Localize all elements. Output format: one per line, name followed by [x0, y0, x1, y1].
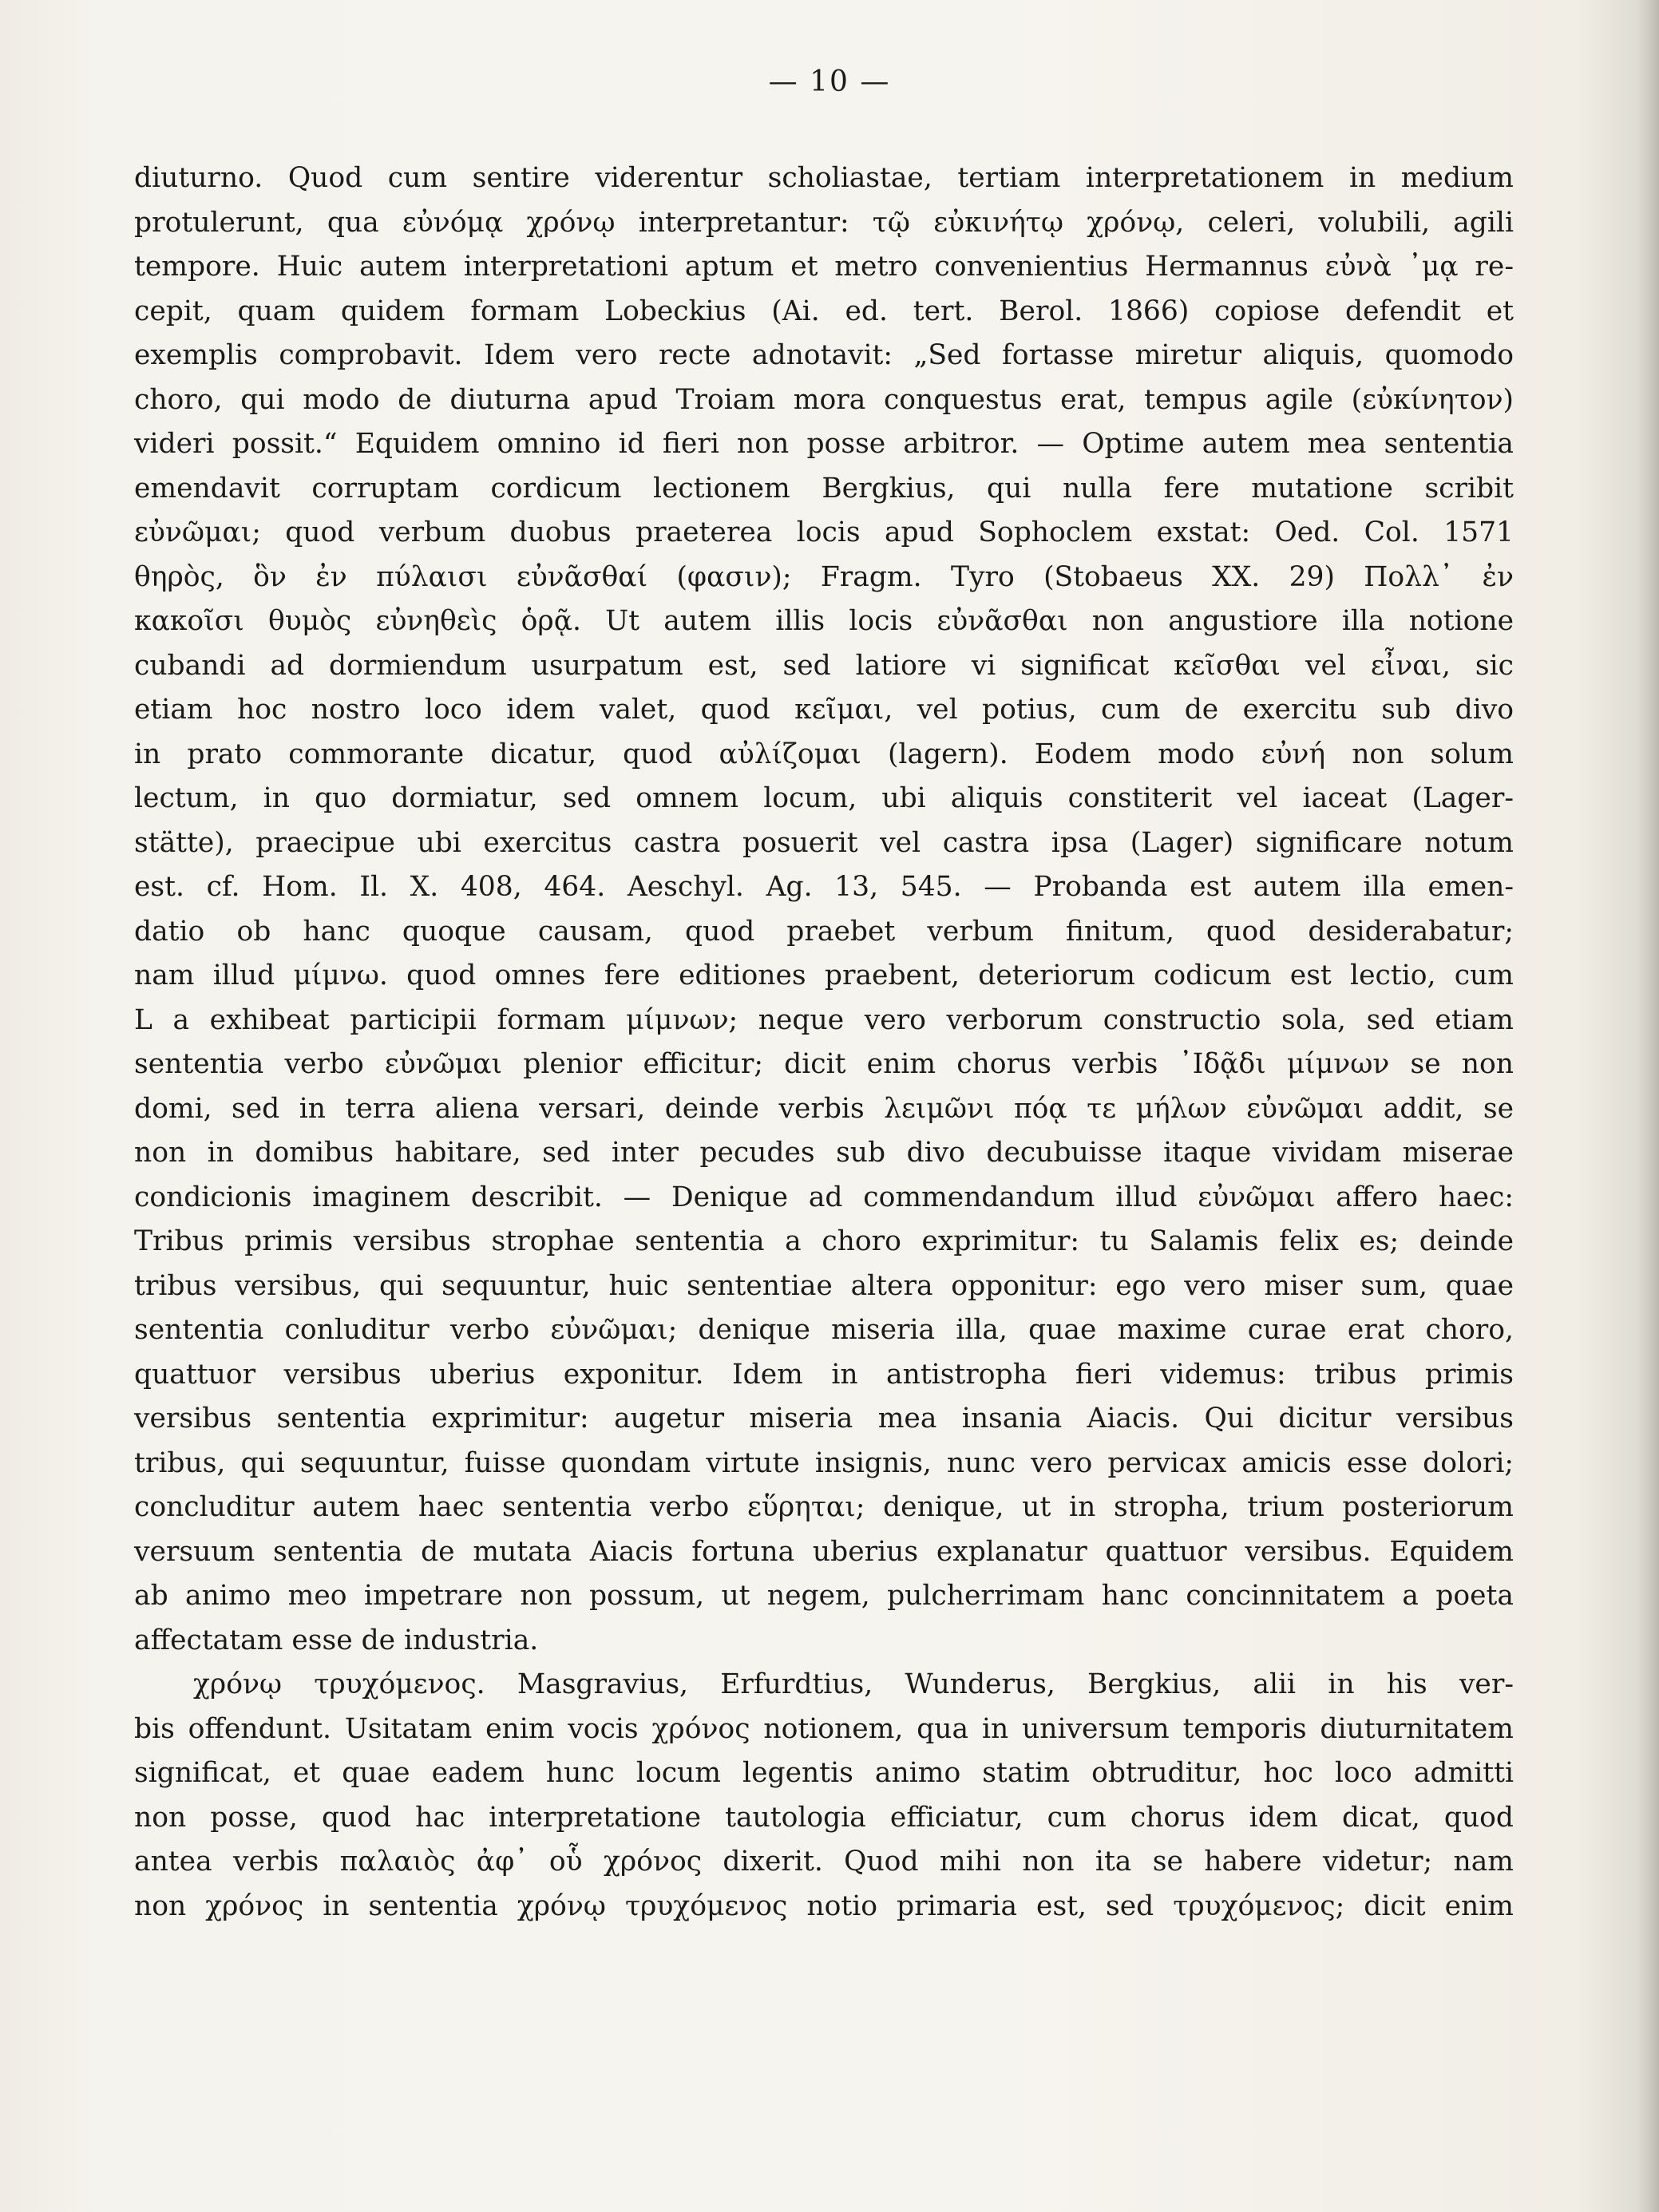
text-line: protulerunt, qua εὐνόμᾳ χρόνῳ interpretantur: τῷ εὐκινήτῳ χρόνῳ, celeri, volubili, agili — [134, 206, 1514, 239]
paragraph-start-line: χρόνῳ τρυχόμενος. Masgravius, Erfurdtius, Wunderus, Bergkius, alii in his ver- — [193, 1668, 1514, 1700]
text-line: in prato commorante dicatur, quod αὐλίζομαι (lagern). Eodem modo εὐνή non solum — [134, 738, 1514, 770]
text-line: sententia verbo εὐνῶμαι plenior efficitur; dicit enim chorus verbis ᾽Ιδᾷδι μίμνων se non — [134, 1048, 1514, 1080]
text-line: diuturno. Quod cum sentire viderentur scholiastae, tertiam interpretationem in medium — [134, 162, 1514, 194]
text-line: L a exhibeat participii formam μίμνων; neque vero verborum constructio sola, sed etiam — [134, 1003, 1514, 1036]
body-text — [134, 156, 1514, 1929]
text-line: θηρὸς, ὃν ἐν πύλαισι εὐνᾶσθαί (φασιν); Fragm. Tyro (Stobaeus XX. 29) Πολλ᾽ ἐν — [134, 560, 1514, 593]
text-line: ab animo meo impetrare non possum, ut negem, pulcherrimam hanc concinnitatem a poeta — [134, 1580, 1514, 1612]
text-line: tempore. Huic autem interpretationi aptum et metro convenientius Hermannus εὐνὰ ᾽μᾳ re- — [134, 251, 1514, 283]
text-line: tribus versibus, qui sequuntur, huic sententiae altera opponitur: ego vero miser sum, quae — [134, 1269, 1514, 1302]
text-line: non χρόνος in sententia χρόνῳ τρυχόμενος notio primaria est, sed τρυχόμενος; dicit enim — [134, 1889, 1514, 1922]
text-line: non posse, quod hac interpretatione tautologia efficiatur, cum chorus idem dicat, quod — [134, 1801, 1514, 1834]
text-line: Tribus primis versibus strophae sententia a choro exprimitur: tu Salamis felix es; deinde — [134, 1225, 1514, 1257]
text-line: nam illud μίμνω. quod omnes fere editiones praebent, deteriorum codicum est lectio, cum — [134, 960, 1514, 991]
text-line: cubandi ad dormiendum usurpatum est, sed latiore vi significat κεῖσθαι vel εἶναι, sic — [134, 649, 1514, 682]
text-line: κακοῖσι θυμὸς εὐνηθεὶς ὁρᾷ. Ut autem illis locis εὐνᾶσθαι non angustiore illa notione — [134, 605, 1514, 637]
text-line: domi, sed in terra aliena versari, deinde verbis λειμῶνι πόᾳ τε μήλων εὐνῶμαι addit, se — [134, 1092, 1514, 1125]
text-line: emendavit corruptam cordicum lectionem Bergkius, qui nulla fere mutatione scribit — [134, 472, 1514, 505]
text-line: exemplis comprobavit. Idem vero recte adnotavit: „Sed fortasse miretur aliquis, quomodo — [134, 339, 1514, 371]
text-line: tribus, qui sequuntur, fuisse quondam virtute insignis, nunc vero pervicax amicis esse dolori; — [134, 1446, 1514, 1479]
page-edge-shadow — [1637, 0, 1659, 2212]
text-line: condicionis imaginem describit. — Denique ad commendandum illud εὐνῶμαι affero haec: — [134, 1181, 1514, 1213]
text-line: εὐνῶμαι; quod verbum duobus praeterea locis apud Sophoclem exstat: Oed. Col. 1571 — [134, 516, 1514, 548]
text-line: bis offendunt. Usitatam enim vocis χρόνος notionem, qua in universum temporis diuturnitatem — [134, 1712, 1514, 1745]
text-line: non in domibus habitare, sed inter pecudes sub divo decubuisse itaque vividam miserae — [134, 1137, 1514, 1169]
text-line: concluditur autem haec sententia verbo εὕρηται; denique, ut in stropha, trium posteriorum — [134, 1491, 1514, 1523]
text-line: significat, et quae eadem hunc locum legentis animo statim obtruditur, hoc loco admitti — [134, 1757, 1514, 1789]
text-line: choro, qui modo de diuturna apud Troiam mora conquestus erat, tempus agile (εὐκίνητον) — [134, 383, 1514, 416]
text-line: antea verbis παλαιὸς ἀφ᾽ οὗ χρόνος dixerit. Quod mihi non ita se habere videtur; nam — [134, 1846, 1514, 1878]
text-line: stätte), praecipue ubi exercitus castra posuerit vel castra ipsa (Lager) significare notum — [134, 826, 1514, 859]
paragraph-end-line: affectatam esse de industria. — [134, 1624, 539, 1656]
text-line: lectum, in quo dormiatur, sed omnem locum, ubi aliquis constiterit vel iaceat (Lager- — [134, 782, 1514, 814]
text-line: est. cf. Hom. Il. X. 408, 464. Aeschyl. Ag. 13, 545. — Probanda est autem illa emen- — [134, 871, 1514, 903]
text-line: quattuor versibus uberius exponitur. Idem in antistropha fieri videmus: tribus primis — [134, 1358, 1514, 1391]
page-number: — 10 — — [768, 65, 891, 98]
text-line: sententia conluditur verbo εὐνῶμαι; denique miseria illa, quae maxime curae erat choro, — [134, 1314, 1514, 1346]
text-line: cepit, quam quidem formam Lobeckius (Ai. ed. tert. Berol. 1866) copiose defendit et — [134, 295, 1514, 327]
text-line: etiam hoc nostro loco idem valet, quod κεῖμαι, vel potius, cum de exercitu sub divo — [134, 694, 1514, 726]
text-line: versuum sententia de mutata Aiacis fortuna uberius explanatur quattuor versibus. Equidem — [134, 1535, 1514, 1568]
text-line: videri possit.“ Equidem omnino id fieri non posse arbitror. — Optime autem mea sententia — [134, 428, 1514, 460]
text-line: versibus sententia exprimitur: augetur miseria mea insania Aiacis. Qui dicitur versibus — [134, 1403, 1514, 1434]
text-line: datio ob hanc quoque causam, quod praebet verbum finitum, quod desiderabatur; — [134, 915, 1514, 948]
